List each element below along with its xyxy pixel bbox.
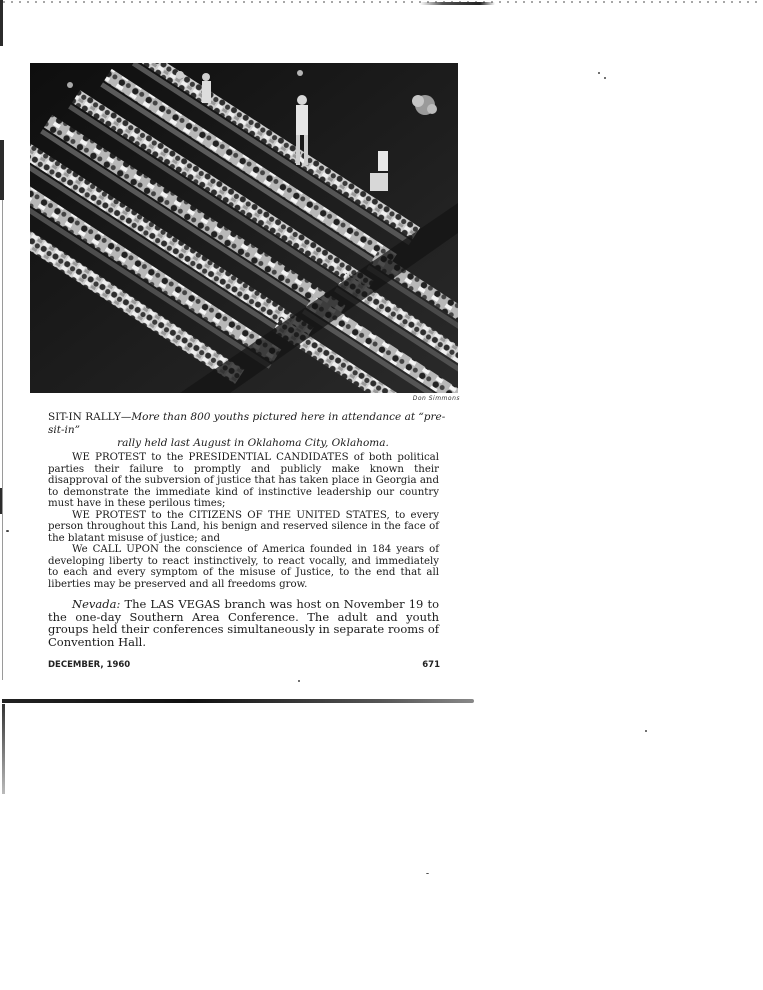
scan-edge-left — [0, 140, 4, 200]
nevada-label: Nevada: — [72, 597, 121, 611]
paragraph-nevada — [48, 598, 439, 648]
scan-speck — [426, 873, 429, 874]
scan-speck — [6, 530, 9, 532]
rally-photo — [30, 63, 458, 393]
scan-speck — [604, 77, 606, 79]
page-number: 671 — [422, 660, 440, 670]
scan-edge-left — [2, 704, 5, 794]
page-bottom-edge — [2, 699, 474, 703]
scan-edge-left — [0, 0, 3, 46]
paragraph-protest-candidates: WE PROTEST to the PRESIDENTIAL CANDIDATES of both political parties their failure to promptly and publicly make known their disapproval of the subversion of justice that has taken place in Georgia and to demonstrate the immediate kind of instinctive leadership our country must have in these perilous times; — [48, 452, 439, 509]
scan-smudge — [420, 2, 495, 5]
scan-speck — [298, 680, 300, 682]
scan-edge-left — [0, 488, 2, 514]
caption-text-line1: More than 800 youths pictured here in attendance at “pre-sit-in” — [48, 411, 446, 436]
scan-edge-top — [0, 1, 763, 3]
photo-caption — [48, 411, 458, 450]
article-body — [48, 452, 439, 648]
scan-speck — [598, 72, 600, 74]
issue-date: DECEMBER, 1960 — [48, 660, 131, 670]
paragraph-protest-citizens: WE PROTEST to the CITIZENS OF THE UNITED STATES, to every person throughout this Land, his benign and reserved silence in the face of the blatant misuse of justice; and — [48, 509, 439, 544]
page-footer — [48, 660, 440, 670]
paragraph-call-upon: We CALL UPON the conscience of America founded in 184 years of developing liberty to react instinctively, to react vocally, and immediately to each and every symptom of the misuse of Justice, to the end that all liberties may be preserved and all freedoms grow. — [48, 544, 439, 590]
caption-text-line2: rally held last August in Oklahoma City, Oklahoma. — [117, 437, 389, 449]
scan-speck — [645, 730, 647, 732]
caption-lead: SIT-IN RALLY— — [48, 411, 132, 423]
rally-photo-drawing — [30, 63, 458, 393]
photo-credit: Don Simmons — [412, 395, 460, 402]
nevada-text: The LAS VEGAS branch was host on November 19 to the one-day Southern Area Conference. The adult and youth groups held their conferences simultaneously in separate rooms of Convention Hall. — [48, 597, 439, 649]
scan-edge-left — [2, 200, 3, 680]
